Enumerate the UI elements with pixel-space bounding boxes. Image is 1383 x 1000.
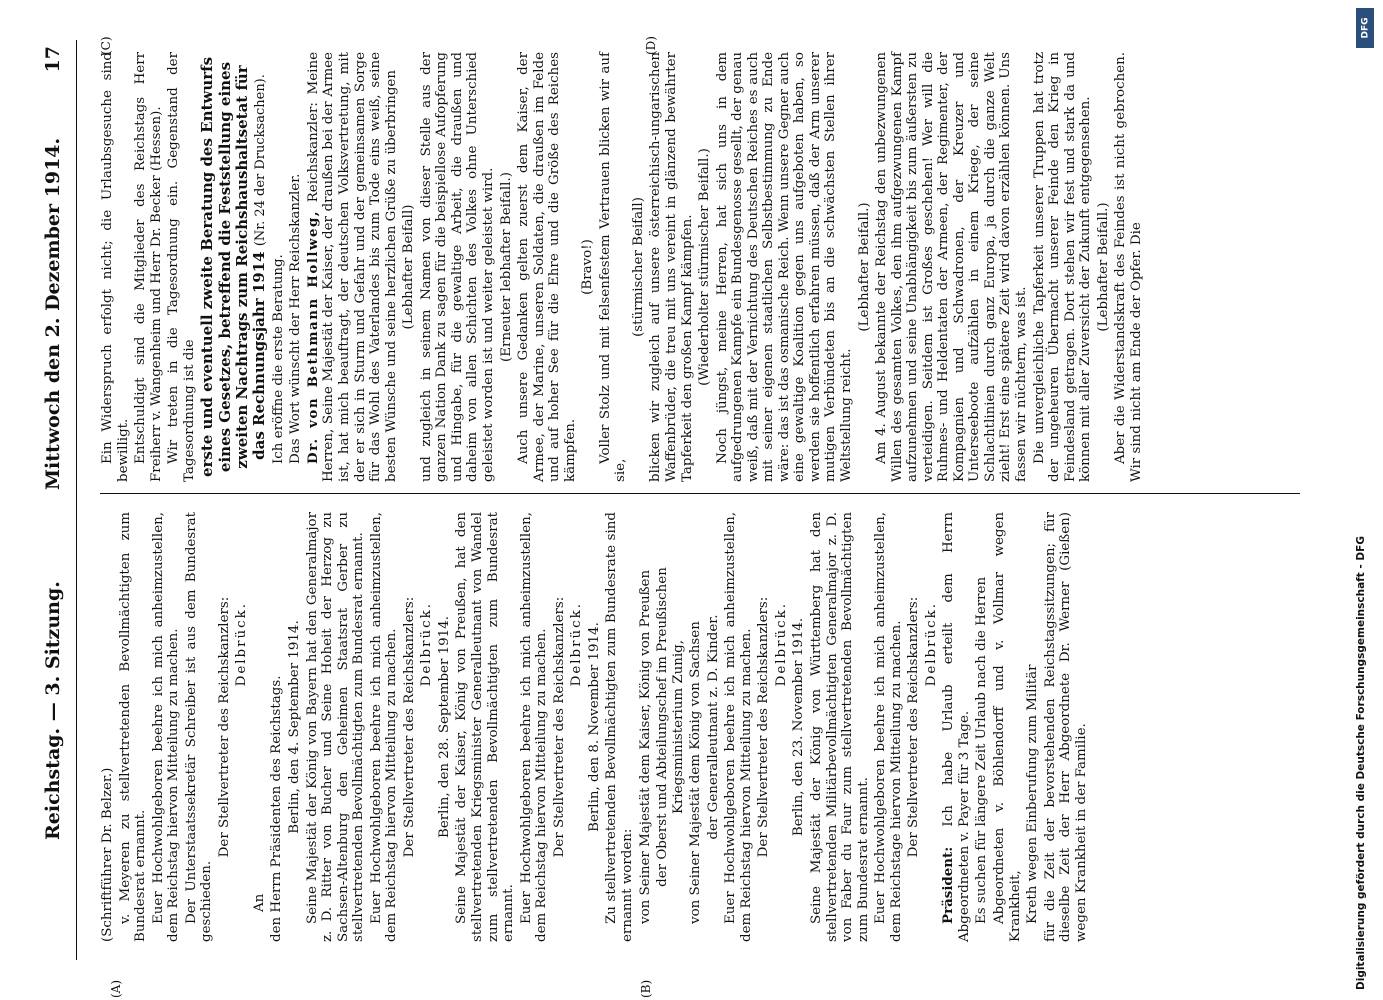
text-block: von Seiner Majestät dem König von Sachsen: [688, 621, 704, 924]
text-block: Euer Hochwohlgeboren beehre ich mich anheimzustellen, dem Reichstage hiervon Mitteilung zu machen.: [873, 512, 904, 942]
speech-text: Reichskanzler: Meine Herren, Seine Majestät der Kaiser, der draußen bei der Armee ist, hat mich beauftragt, der deutschen Volksvertretung, mit der er sich in Sturm und Gefahr und der gemeinsamen Sorge für das Wohl des Vaterlandes bis zum Tode eins weiß, seine besten Wünsche und seine herzlichen Grüße zu überbringen: [305, 51, 399, 482]
text-block: Euer Hochwohlgeboren beehre ich mich anheimzustellen, dem Reichstag hiervon Mitteilung zu machen.: [150, 512, 182, 942]
text-block: und zugleich in seinem Namen von dieser Stelle aus der ganzen Nation Dank zu sagen für die beispiellose Aufopferung und Hingabe, für die gewaltige Arbeit, die draußen und daheim von allen Schichten des Volkes ohne Unterschied geleistet worden ist und weiter geleistet wird.: [418, 52, 496, 482]
text-block: Zu stellvertretenden Bevollmächtigten zum Bundesrate sind ernannt worden:: [604, 512, 635, 942]
text-block: Seine Majestät der Kaiser, König von Preußen, hat den stellvertretenden Kriegsminister Generalleutnant von Wandel zum stellvertretenden Bevollmächtigten zum Bundesrat ernannt.: [454, 512, 517, 942]
page-header: [40, 40, 77, 960]
text-block: der Generalleutnant z. D. Kinder.: [705, 614, 721, 840]
text-block: Der Unterstaatssekretär Schreiber ist aus dem Bundesrat geschieden.: [183, 512, 215, 942]
right-column: [100, 52, 1300, 482]
signature-label: Der Stellvertreter des Reichskanzlers:: [401, 596, 417, 858]
text-block: Seine Majestät der König von Bayern hat den Generalmajor z. D. Ritter von Bucher und Seine Hoheit der Herzog zu Sachsen-Altenburg den Geheimen Staatsrat Gerber zu stellvertretenden Bevollmächtigten zum Bundesrat ernannt.: [304, 512, 367, 942]
text-block: Kreth wegen Einberufung zum Militär: [1025, 664, 1041, 924]
text-block: der Oberst und Abteilungschef im Preußischen Kriegsministerium Zunig,: [655, 567, 686, 887]
signature-label: Der Stellvertreter des Reichskanzlers:: [551, 596, 567, 858]
text-block: v. Meyeren zu stellvertretenden Bevollmächtigten zum Bundesrat ernannt.: [117, 512, 149, 942]
dateline: Berlin, den 23. November 1914.: [791, 617, 807, 837]
speaker-name: Dr. von Bethmann Hollweg,: [304, 209, 321, 464]
text-block: blicken wir zugleich auf unsere österreichisch-ungarischen Waffenbrüder, die treu mit uns vereint in glänzend bewährter Tapferkeit den großen Kampf kämpfen.: [648, 52, 695, 482]
text-block: Ein Widerspruch erfolgt nicht; die Urlaubsgesuche sind bewilligt.: [100, 52, 131, 482]
agenda-title: erste und eventuell zweite Beratung des Entwurfs eines Gesetzes, betreffend die Feststellung eines zweiten Nachtrags zum Reichshaushaltsetat für das Rechnungsjahr 1914: [198, 56, 269, 478]
signature-label: Der Stellvertreter des Reichskanzlers:: [906, 596, 922, 858]
text-block: Das Wort wünscht der Herr Reichskanzler.: [288, 173, 304, 464]
text-block: Euer Hochwohlgeboren beehre ich mich anheimzustellen, dem Reichstag hiervon Mitteilung zu machen.: [723, 512, 754, 942]
speaker-name: Präsident:: [940, 846, 957, 924]
margin-mark-c: (C): [99, 36, 113, 55]
applause-note: (Wiederholter stürmischer Beifall.): [697, 148, 713, 386]
signature: Delbrück.: [419, 602, 435, 687]
dfg-logo-text: DFG: [1360, 17, 1371, 39]
agenda-item: [199, 52, 269, 482]
applause-note: (Erneuter lebhafter Beifall.): [498, 172, 514, 362]
address-line: den Herrn Präsidenten des Reichstags.: [269, 675, 285, 942]
dateline: Berlin, den 28. September 1914.: [436, 616, 452, 838]
page-number: 17: [42, 46, 64, 73]
margin-mark-b: (B): [639, 979, 653, 998]
signature: Delbrück.: [773, 602, 789, 687]
applause-note: (Lebhafter Beifall.): [856, 202, 872, 332]
text-block: Es suchen für längere Zeit Urlaub nach die Herren: [974, 576, 990, 924]
text-block: Am 4. August bekannte der Reichstag den unbezwungenen Willen des gesamten Volkes, den ihm aufgezwungenen Kampf aufzunehmen und seine Unabhängigkeit bis zum äußersten zu verteidigen. Seitdem ist Großes geschehen! Wer will die Ruhmes- und Heldentaten der Armeen, der Regimenter, der Kompagnien und Schwadronen, der Kreuzer und Unterseeboote aufzählen in einem Kriege, der seine Schlachtlinien durch ganz Europa, ja durch die ganze Welt zieht! Erst eine spätere Zeit wird davon erzählen können. Uns fassen wir nüchtern, was ist.: [874, 52, 1029, 482]
address-line: An: [251, 893, 267, 912]
applause-note: (stürmischer Beifall): [630, 197, 646, 337]
text-block: Wir treten in die Tagesordnung ein. Gegenstand der Tagesordnung ist die: [166, 52, 197, 482]
signature-label: Der Stellvertreter des Reichskanzlers:: [216, 596, 232, 858]
margin-mark-a: (A): [109, 979, 123, 998]
statement-text: Ich habe Urlaub erteilt dem Herrn Abgeordneten v. Payer für 3 Tage.: [941, 511, 972, 942]
text-block: für die Zeit der bevorstehenden Reichstagssitzungen; für dieselbe Zeit der Herr Abgeordnete Dr. Werner (Gießen) wegen Krankheit in der Familie.: [1042, 512, 1089, 942]
text-block: Euer Hochwohlgeboren beehre ich mich anheimzustellen, dem Reichstag hiervon Mitteilung zu machen.: [518, 512, 550, 942]
text-block: Abgeordneten v. Böhlendorff und v. Vollmar wegen Krankheit,: [991, 512, 1023, 942]
text-block: Entschuldigt sind die Mitglieder des Reichstags Herr Freiherr v. Wangenheim und Herr Dr. Becker (Hessen).: [133, 52, 164, 482]
signature: Delbrück.: [569, 602, 585, 687]
applause-note: (Lebhafter Beifall): [401, 204, 417, 330]
left-column: [100, 512, 1300, 942]
text-block: Die unvergleichliche Tapferkeit unserer Truppen hat trotz der ungeheuren Übermacht unserer Feinde den Krieg in Feindesland getragen. Dort stehen wir fest und stark da und können mit aller Zuversicht der Zukunft entgegensehen.: [1031, 52, 1094, 482]
signature: Delbrück.: [923, 602, 939, 687]
text-block: Auch unsere Gedanken gelten zuerst dem Kaiser, der Armee, der Marine, unseren Soldaten, die draußen im Felde und auf hoher See für die Ehre und die Größe des Reiches kämpfen.: [516, 52, 578, 482]
text-block: Euer Hochwohlgeboren beehre ich mich anheimzustellen, dem Reichstag hiervon Mitteilung zu machen.: [368, 512, 400, 942]
two-column-body: [99, 36, 1300, 998]
signature-label: Der Stellvertreter des Reichskanzlers:: [756, 596, 772, 858]
text-block: von Seiner Majestät dem Kaiser, König von Preußen: [637, 569, 653, 924]
signature: Delbrück.: [234, 602, 250, 687]
president-statement: [941, 512, 972, 942]
column-divider: [100, 493, 1300, 494]
margin-mark-d: (D): [644, 36, 658, 55]
text-block: Noch jüngst, meine Herren, hat sich uns in dem aufgedrungenen Kampfe ein Bundesgenosse gesellt, der genau weiß, daß mit der Vernichtung des Deutschen Reiches es auch mit seiner eigenen staatlichen Selbstbestimmung zu Ende wäre: das ist das osmanische Reich. Wenn unsere Gegner auch eine gewaltige Koalition gegen uns aufgeboten haben, so werden sie hoffentlich erfahren müssen, daß der Arm unserer mutigen Verbündeten bis an die schwächsten Stellen ihrer Weltstellung reicht.: [714, 52, 854, 482]
digitization-credit: Digitalisierung gefördert durch die Deutsche Forschungsgemeinschaft - DFG: [1355, 536, 1367, 990]
text-block: Seine Majestät der König von Württemberg hat den stellvertretenden Militärbevollmächtigten Generalmajor z. D. von Faber du Faur zum stellvertretenden Bevollmächtigten zum Bundesrat ernannt.: [808, 512, 871, 942]
applause-note: (Bravo!): [580, 239, 596, 295]
speaker-note: (Schriftführer Dr. Belzer.): [100, 767, 115, 942]
speech: [306, 52, 399, 482]
dateline: Berlin, den 4. September 1914.: [287, 620, 303, 834]
text-block: Aber die Widerstandskraft des Feindes ist nicht gebrochen. Wir sind nicht am Ende der Opfer. Die: [1113, 52, 1144, 482]
applause-note: (Lebhafter Beifall.): [1095, 202, 1111, 332]
dateline: Berlin, den 8. November 1914.: [586, 622, 602, 832]
text-block: Voller Stolz und mit felsenfestem Vertrauen blicken wir auf sie,: [597, 52, 629, 482]
dfg-logo: [1356, 8, 1374, 48]
text-block: Ich eröffne die erste Beratung.: [270, 254, 286, 464]
header-session: Reichstag. — 3. Sitzung.: [42, 581, 64, 840]
agenda-tail: (Nr. 24 der Drucksachen).: [253, 74, 269, 247]
header-date: Mittwoch den 2. Dezember 1914.: [42, 137, 64, 490]
